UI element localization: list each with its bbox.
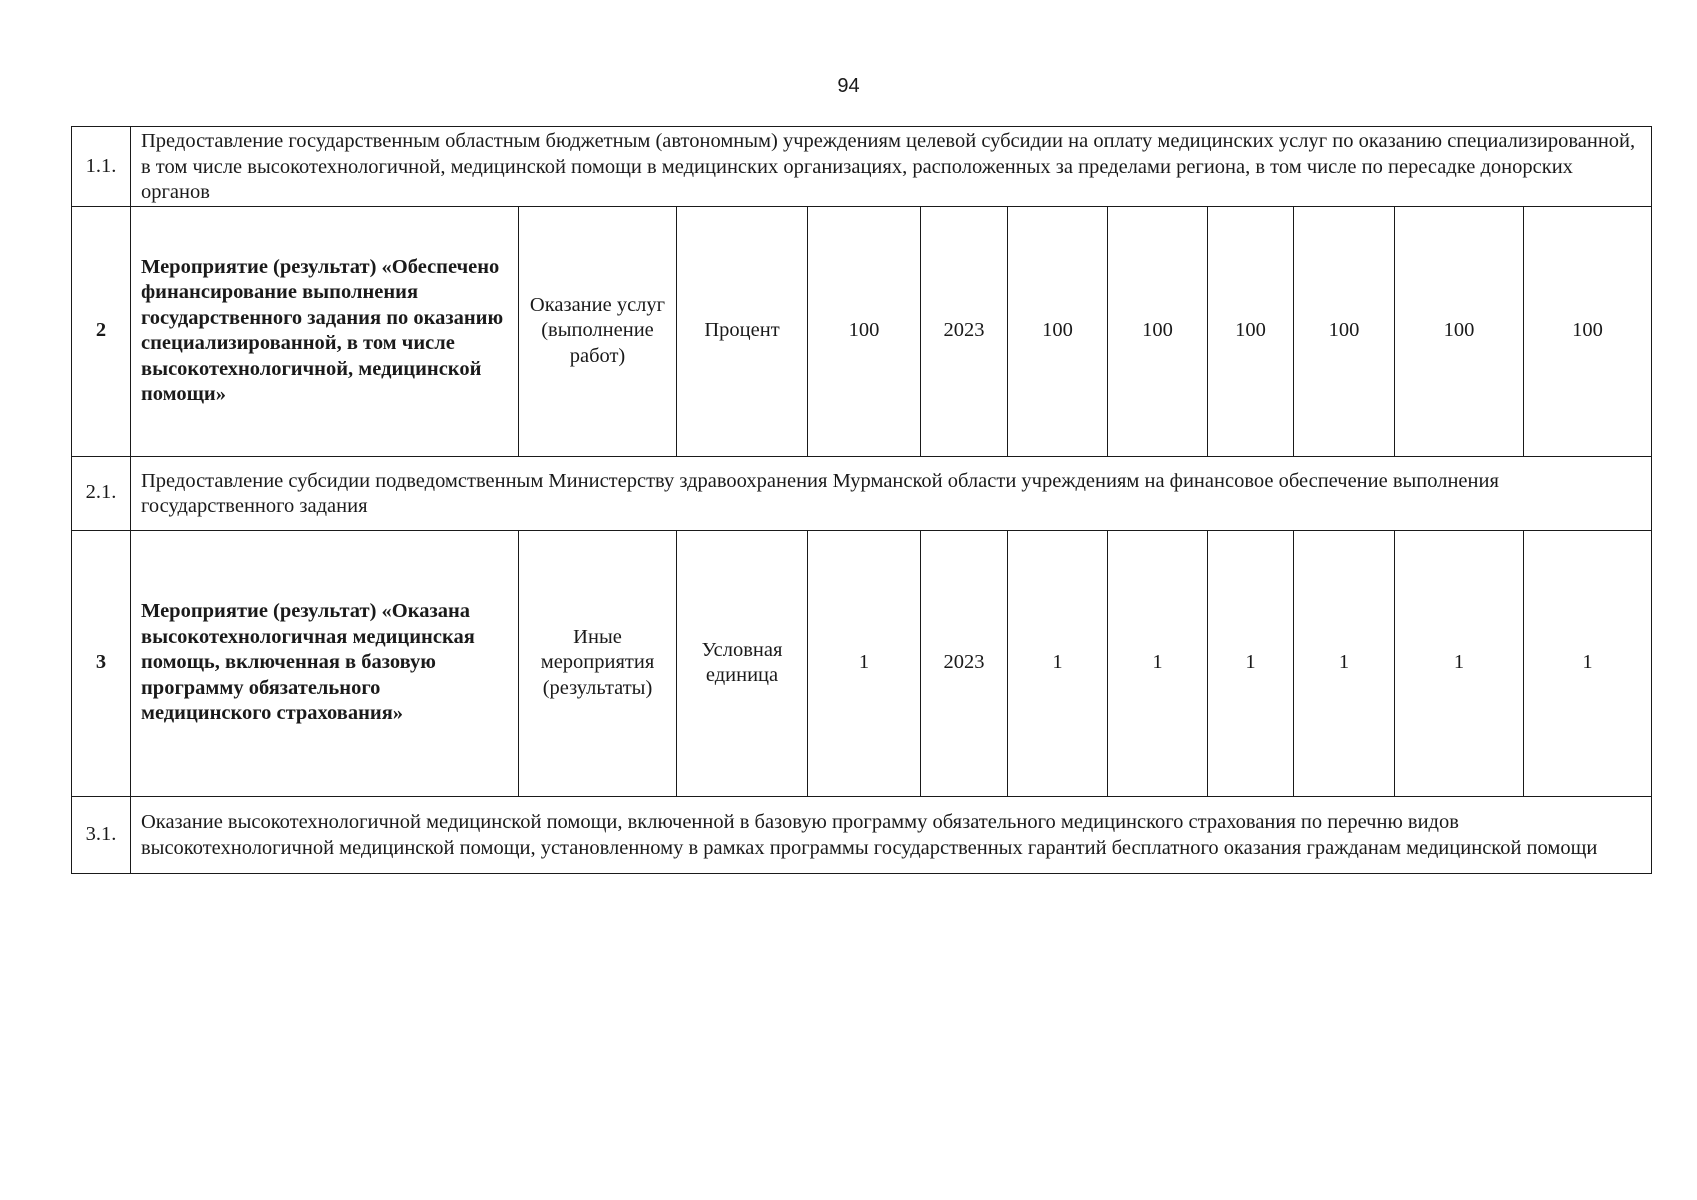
year-value: 1 xyxy=(1294,530,1395,796)
year-value: 100 xyxy=(1294,206,1395,456)
base-year: 2023 xyxy=(921,206,1008,456)
base-value: 100 xyxy=(808,206,921,456)
result-title: Мероприятие (результат) «Обеспечено финансирование выполнения государственного задания по оказанию специализированной, в том числе высокотехнологичной, медицинской помощи» xyxy=(131,206,519,456)
row-number: 2.1. xyxy=(72,456,131,530)
table-row xyxy=(72,530,1652,796)
row-description: Оказание высокотехнологичной медицинской помощи, включенной в базовую программу обязательного медицинского страхования по перечню видов высокотехнологичной медицинской помощи, установленному в рамках программы государственных гарантий бесплатного оказания гражданам медицинской помощи xyxy=(131,796,1652,873)
row-description: Предоставление государственным областным бюджетным (автономным) учреждениям целевой субсидии на оплату медицинских услуг по оказанию специализированной, в том числе высокотехнологичной, медицинской помощи в медицинских организациях, расположенных за пределами региона, в том числе по пересадке донорских органов xyxy=(131,127,1652,207)
row-number: 3 xyxy=(72,530,131,796)
table-row xyxy=(72,206,1652,456)
result-title: Мероприятие (результат) «Оказана высокотехнологичная медицинская помощь, включенная в базовую программу обязательного медицинского страхования» xyxy=(131,530,519,796)
base-value: 1 xyxy=(808,530,921,796)
table-row xyxy=(72,127,1652,207)
year-value: 1 xyxy=(1008,530,1108,796)
unit-of-measure: Условная единица xyxy=(677,530,808,796)
page-number: 94 xyxy=(837,75,860,97)
year-value: 1 xyxy=(1524,530,1652,796)
year-value: 100 xyxy=(1208,206,1294,456)
table-row xyxy=(72,796,1652,873)
unit-of-measure: Процент xyxy=(677,206,808,456)
row-number: 2 xyxy=(72,206,131,456)
year-value: 100 xyxy=(1524,206,1652,456)
base-year: 2023 xyxy=(921,530,1008,796)
row-number: 1.1. xyxy=(72,127,131,207)
results-table xyxy=(71,126,1652,874)
row-description: Предоставление субсидии подведомственным Министерству здравоохранения Мурманской области учреждениям на финансовое обеспечение выполнения государственного задания xyxy=(131,456,1652,530)
year-value: 1 xyxy=(1208,530,1294,796)
year-value: 100 xyxy=(1395,206,1524,456)
year-value: 1 xyxy=(1108,530,1208,796)
year-value: 100 xyxy=(1108,206,1208,456)
year-value: 100 xyxy=(1008,206,1108,456)
year-value: 1 xyxy=(1395,530,1524,796)
table-row xyxy=(72,456,1652,530)
result-type: Оказание услуг (выполнение работ) xyxy=(519,206,677,456)
row-number: 3.1. xyxy=(72,796,131,873)
result-type: Иные мероприятия (результаты) xyxy=(519,530,677,796)
